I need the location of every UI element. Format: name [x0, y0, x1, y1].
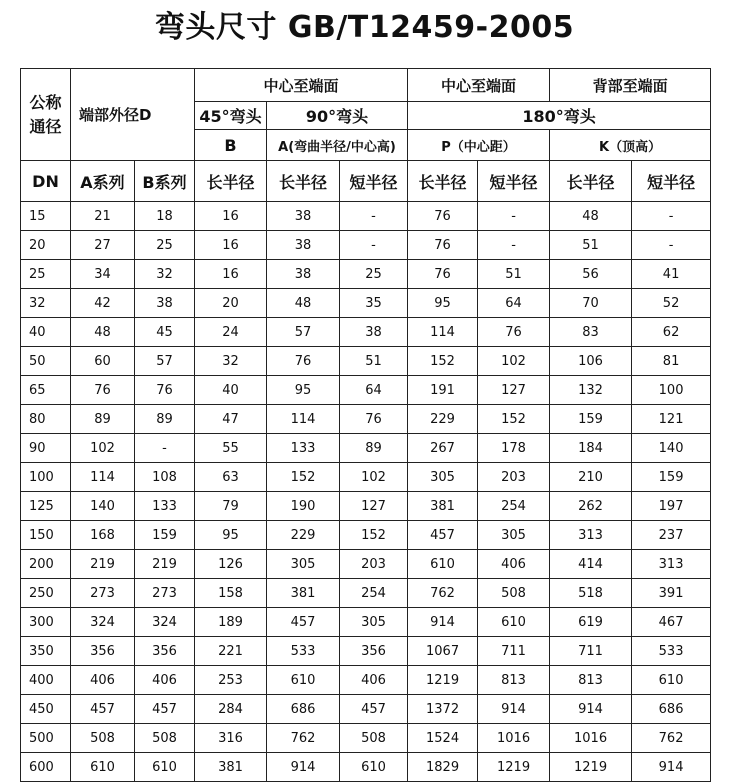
nominal-top-label: 公称 — [29, 92, 62, 112]
table-cell: 127 — [478, 376, 550, 405]
table-row — [21, 695, 711, 724]
table-cell: - — [340, 202, 408, 231]
table-cell: 313 — [632, 550, 711, 579]
table-body — [21, 202, 711, 782]
table-cell: 610 — [478, 608, 550, 637]
table-cell: 508 — [478, 579, 550, 608]
table-cell: 55 — [195, 434, 267, 463]
table-cell: 150 — [21, 521, 71, 550]
table-row — [21, 550, 711, 579]
short-radius-header: 短半径 — [340, 161, 408, 202]
table-cell: 189 — [195, 608, 267, 637]
table-row — [21, 260, 711, 289]
table-cell: 203 — [340, 550, 408, 579]
table-cell: 229 — [267, 521, 340, 550]
table-cell: 133 — [267, 434, 340, 463]
table-cell: 610 — [632, 666, 711, 695]
table-cell: 457 — [71, 695, 135, 724]
table-cell: 254 — [478, 492, 550, 521]
table-cell: 914 — [550, 695, 632, 724]
series-b-header: B系列 — [135, 161, 195, 202]
table-cell: 457 — [135, 695, 195, 724]
table-cell: 762 — [632, 724, 711, 753]
table-cell: 152 — [408, 347, 478, 376]
table-cell: 57 — [135, 347, 195, 376]
table-cell: 76 — [408, 202, 478, 231]
long-radius-header: 长半径 — [408, 161, 478, 202]
table-cell: 140 — [632, 434, 711, 463]
table-cell: 191 — [408, 376, 478, 405]
table-cell: 159 — [135, 521, 195, 550]
table-row — [21, 724, 711, 753]
table-cell: 178 — [478, 434, 550, 463]
table-cell: 126 — [195, 550, 267, 579]
table-cell: 42 — [71, 289, 135, 318]
table-cell: 356 — [71, 637, 135, 666]
table-cell: 508 — [135, 724, 195, 753]
elbow-dimension-table — [20, 68, 711, 782]
table-cell: 381 — [195, 753, 267, 782]
table-cell: 52 — [632, 289, 711, 318]
table-cell: 18 — [135, 202, 195, 231]
table-row — [21, 521, 711, 550]
table-cell: 356 — [340, 637, 408, 666]
table-cell: 16 — [195, 260, 267, 289]
table-cell: 70 — [550, 289, 632, 318]
table-cell: 25 — [340, 260, 408, 289]
table-cell: 1067 — [408, 637, 478, 666]
table-cell: 406 — [340, 666, 408, 695]
table-cell: 102 — [340, 463, 408, 492]
table-cell: 51 — [550, 231, 632, 260]
table-cell: 414 — [550, 550, 632, 579]
table-cell: 500 — [21, 724, 71, 753]
table-cell: 51 — [478, 260, 550, 289]
table-cell: 284 — [195, 695, 267, 724]
table-cell: 305 — [408, 463, 478, 492]
table-cell: 467 — [632, 608, 711, 637]
table-cell: 100 — [21, 463, 71, 492]
table-cell: 20 — [21, 231, 71, 260]
table-cell: 273 — [71, 579, 135, 608]
table-cell: 76 — [340, 405, 408, 434]
back-to-face-header: 背部至端面 — [550, 69, 711, 102]
table-row — [21, 289, 711, 318]
table-cell: 56 — [550, 260, 632, 289]
table-cell: 813 — [478, 666, 550, 695]
table-cell: 15 — [21, 202, 71, 231]
table-cell: 106 — [550, 347, 632, 376]
table-cell: 102 — [478, 347, 550, 376]
page-title: 弯头尺寸 GB/T12459-2005 — [154, 10, 575, 45]
table-cell: 762 — [267, 724, 340, 753]
table-cell: 1829 — [408, 753, 478, 782]
table-row — [21, 434, 711, 463]
table-cell: 159 — [550, 405, 632, 434]
table-cell: 40 — [21, 318, 71, 347]
table-cell: 25 — [135, 231, 195, 260]
table-cell: 48 — [71, 318, 135, 347]
table-cell: 457 — [340, 695, 408, 724]
table-cell: 406 — [135, 666, 195, 695]
table-cell: 16 — [195, 231, 267, 260]
table-cell: 45 — [135, 318, 195, 347]
table-cell: 457 — [267, 608, 340, 637]
table-cell: 381 — [267, 579, 340, 608]
long-radius-header: 长半径 — [267, 161, 340, 202]
table-row — [21, 347, 711, 376]
table-cell: 1219 — [408, 666, 478, 695]
table-cell: 610 — [408, 550, 478, 579]
p-header: P（中心距） — [408, 130, 550, 161]
table-cell: 914 — [408, 608, 478, 637]
table-cell: 102 — [71, 434, 135, 463]
elbow-180-header: 180°弯头 — [408, 102, 711, 130]
table-cell: 450 — [21, 695, 71, 724]
elbow-45-header: 45°弯头 — [195, 102, 267, 130]
table-cell: 316 — [195, 724, 267, 753]
table-cell: 324 — [71, 608, 135, 637]
table-cell: 159 — [632, 463, 711, 492]
table-cell: 60 — [71, 347, 135, 376]
table-cell: 229 — [408, 405, 478, 434]
outer-diameter-header: 端部外径D — [71, 69, 195, 161]
table-cell: 79 — [195, 492, 267, 521]
table-cell: 914 — [478, 695, 550, 724]
table-cell: 190 — [267, 492, 340, 521]
table-cell: 40 — [195, 376, 267, 405]
table-cell: 610 — [340, 753, 408, 782]
table-row — [21, 492, 711, 521]
table-cell: 57 — [267, 318, 340, 347]
nominal-bottom-label: 通径 — [29, 116, 62, 136]
table-cell: - — [632, 231, 711, 260]
table-cell: 219 — [71, 550, 135, 579]
table-cell: 81 — [632, 347, 711, 376]
table-cell: 1372 — [408, 695, 478, 724]
k-header: K（顶高） — [550, 130, 711, 161]
table-cell: 324 — [135, 608, 195, 637]
table-row — [21, 231, 711, 260]
table-cell: 65 — [21, 376, 71, 405]
table-cell: 197 — [632, 492, 711, 521]
table-cell: 1016 — [478, 724, 550, 753]
table-cell: 711 — [550, 637, 632, 666]
table-cell: 50 — [21, 347, 71, 376]
table-cell: 76 — [408, 260, 478, 289]
table-cell: 16 — [195, 202, 267, 231]
table-cell: 76 — [135, 376, 195, 405]
table-cell: 262 — [550, 492, 632, 521]
short-radius-header: 短半径 — [478, 161, 550, 202]
table-row — [21, 579, 711, 608]
table-cell: 158 — [195, 579, 267, 608]
table-cell: 391 — [632, 579, 711, 608]
table-cell: 356 — [135, 637, 195, 666]
table-cell: 38 — [340, 318, 408, 347]
table-cell: 125 — [21, 492, 71, 521]
table-cell: 38 — [135, 289, 195, 318]
table-cell: 62 — [632, 318, 711, 347]
table-row — [21, 608, 711, 637]
table-cell: 27 — [71, 231, 135, 260]
table-cell: - — [340, 231, 408, 260]
table-row — [21, 666, 711, 695]
table-cell: 76 — [408, 231, 478, 260]
table-cell: 610 — [135, 753, 195, 782]
center-to-face-header-2: 中心至端面 — [408, 69, 550, 102]
table-cell: 152 — [340, 521, 408, 550]
table-cell: 76 — [267, 347, 340, 376]
table-cell: 1524 — [408, 724, 478, 753]
table-cell: 95 — [195, 521, 267, 550]
table-cell: 152 — [267, 463, 340, 492]
table-cell: 610 — [267, 666, 340, 695]
table-cell: 100 — [632, 376, 711, 405]
table-cell: 48 — [550, 202, 632, 231]
table-cell: - — [632, 202, 711, 231]
table-cell: 250 — [21, 579, 71, 608]
table-cell: 83 — [550, 318, 632, 347]
table-cell: 127 — [340, 492, 408, 521]
table-cell: 32 — [195, 347, 267, 376]
table-cell: 64 — [340, 376, 408, 405]
table-cell: 300 — [21, 608, 71, 637]
long-radius-header: 长半径 — [195, 161, 267, 202]
table-cell: 305 — [478, 521, 550, 550]
table-row — [21, 376, 711, 405]
table-cell: 140 — [71, 492, 135, 521]
table-cell: 95 — [267, 376, 340, 405]
table-cell: 152 — [478, 405, 550, 434]
table-cell: 267 — [408, 434, 478, 463]
table-cell: 114 — [71, 463, 135, 492]
table-cell: 133 — [135, 492, 195, 521]
table-cell: 406 — [478, 550, 550, 579]
table-cell: 686 — [267, 695, 340, 724]
table-cell: 38 — [267, 260, 340, 289]
table-cell: 219 — [135, 550, 195, 579]
center-to-face-header-1: 中心至端面 — [195, 69, 408, 102]
table-cell: 200 — [21, 550, 71, 579]
table-cell: 914 — [267, 753, 340, 782]
table-cell: 1219 — [478, 753, 550, 782]
table-cell: 95 — [408, 289, 478, 318]
table-cell: 619 — [550, 608, 632, 637]
table-cell: 1219 — [550, 753, 632, 782]
elbow-90-header: 90°弯头 — [267, 102, 408, 130]
table-cell: 221 — [195, 637, 267, 666]
series-a-header: A系列 — [71, 161, 135, 202]
table-cell: 533 — [267, 637, 340, 666]
dn-header: DN — [21, 161, 71, 202]
table-row — [21, 202, 711, 231]
table-cell: 114 — [267, 405, 340, 434]
table-cell: 21 — [71, 202, 135, 231]
table-cell: 508 — [340, 724, 408, 753]
table-cell: 89 — [340, 434, 408, 463]
table-cell: 63 — [195, 463, 267, 492]
table-cell: 90 — [21, 434, 71, 463]
table-cell: 24 — [195, 318, 267, 347]
b-header: B — [195, 130, 267, 161]
table-cell: 168 — [71, 521, 135, 550]
table-cell: 76 — [478, 318, 550, 347]
table-cell: 533 — [632, 637, 711, 666]
table-cell: 48 — [267, 289, 340, 318]
table-cell: 253 — [195, 666, 267, 695]
table-cell: 273 — [135, 579, 195, 608]
table-cell: - — [135, 434, 195, 463]
table-cell: 76 — [71, 376, 135, 405]
table-cell: 600 — [21, 753, 71, 782]
table-cell: 38 — [267, 202, 340, 231]
table-cell: - — [478, 231, 550, 260]
table-cell: 518 — [550, 579, 632, 608]
table-cell: 686 — [632, 695, 711, 724]
table-cell: 254 — [340, 579, 408, 608]
table-cell: 457 — [408, 521, 478, 550]
table-row — [21, 405, 711, 434]
table-cell: - — [478, 202, 550, 231]
table-cell: 32 — [21, 289, 71, 318]
table-cell: 813 — [550, 666, 632, 695]
table-cell: 89 — [71, 405, 135, 434]
table-row — [21, 753, 711, 782]
table-cell: 381 — [408, 492, 478, 521]
short-radius-header: 短半径 — [632, 161, 711, 202]
table-cell: 237 — [632, 521, 711, 550]
table-cell: 38 — [267, 231, 340, 260]
table-cell: 184 — [550, 434, 632, 463]
table-cell: 89 — [135, 405, 195, 434]
table-cell: 51 — [340, 347, 408, 376]
table-cell: 108 — [135, 463, 195, 492]
table-cell: 114 — [408, 318, 478, 347]
table-cell: 305 — [267, 550, 340, 579]
table-cell: 132 — [550, 376, 632, 405]
table-cell: 41 — [632, 260, 711, 289]
table-row — [21, 318, 711, 347]
table-cell: 313 — [550, 521, 632, 550]
table-cell: 350 — [21, 637, 71, 666]
table-cell: 210 — [550, 463, 632, 492]
table-cell: 64 — [478, 289, 550, 318]
table-cell: 35 — [340, 289, 408, 318]
table-cell: 1016 — [550, 724, 632, 753]
table-cell: 121 — [632, 405, 711, 434]
table-cell: 305 — [340, 608, 408, 637]
table-cell: 711 — [478, 637, 550, 666]
long-radius-header: 长半径 — [550, 161, 632, 202]
table-cell: 610 — [71, 753, 135, 782]
table-cell: 914 — [632, 753, 711, 782]
table-cell: 406 — [71, 666, 135, 695]
table-cell: 508 — [71, 724, 135, 753]
table-cell: 762 — [408, 579, 478, 608]
table-cell: 203 — [478, 463, 550, 492]
a-header: A(弯曲半径/中心高) — [267, 130, 408, 161]
table-cell: 34 — [71, 260, 135, 289]
table-cell: 47 — [195, 405, 267, 434]
table-cell: 32 — [135, 260, 195, 289]
table-cell: 20 — [195, 289, 267, 318]
table-row — [21, 463, 711, 492]
table-cell: 400 — [21, 666, 71, 695]
table-row — [21, 637, 711, 666]
table-cell: 80 — [21, 405, 71, 434]
table-cell: 25 — [21, 260, 71, 289]
nominal-diameter-header — [21, 69, 71, 161]
